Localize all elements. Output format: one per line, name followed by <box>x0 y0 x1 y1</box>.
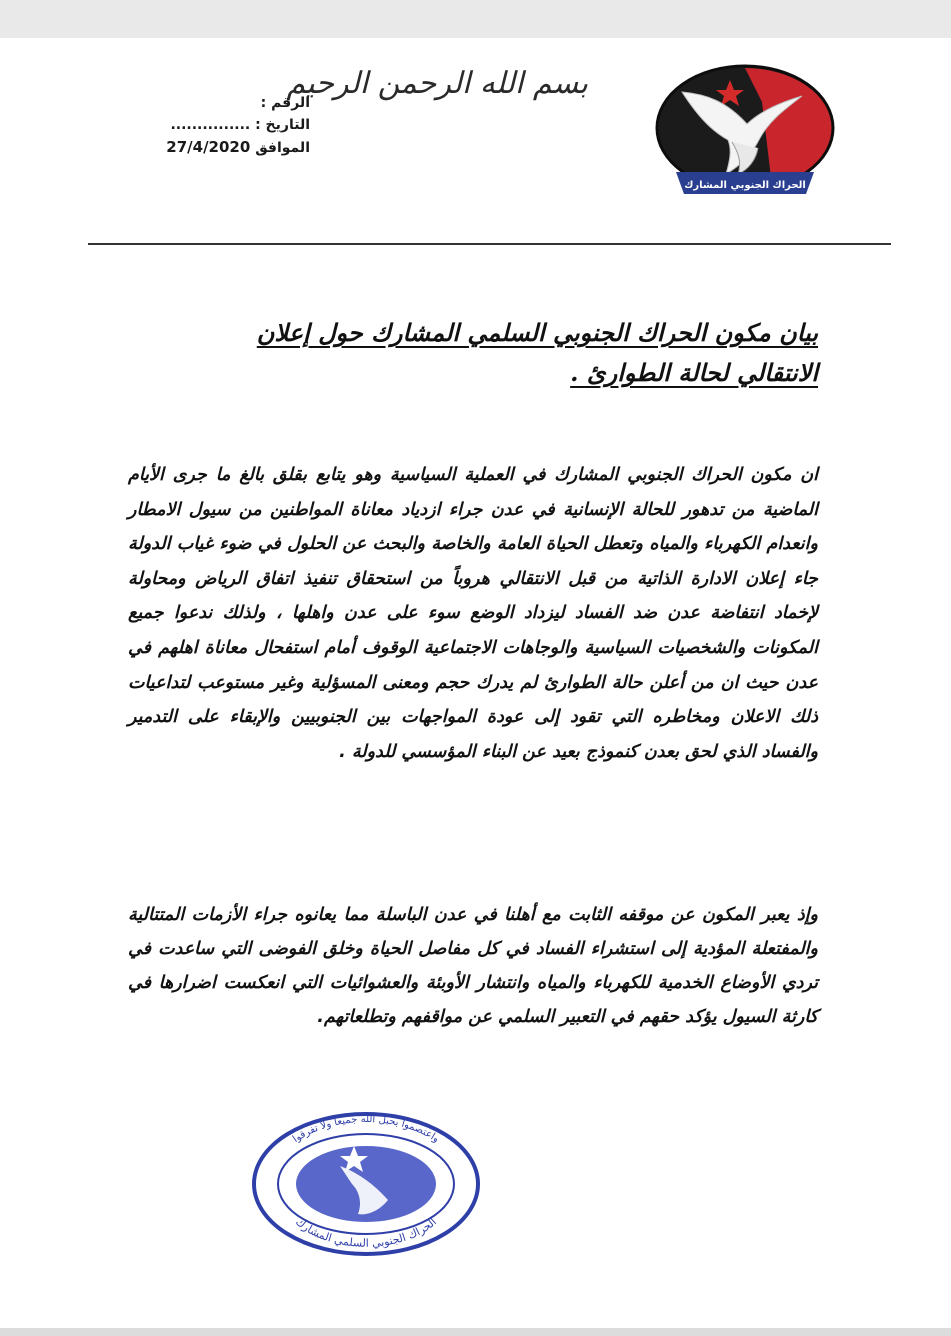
basmala-calligraphy: بسم الله الرحمن الرحيم <box>286 66 588 101</box>
logo-caption: الحراك الجنوبي المشارك <box>684 180 806 191</box>
official-stamp <box>248 1108 484 1258</box>
title-line-2: الانتقالي لحالة الطوارئ . <box>570 358 818 387</box>
corresponding-label: الموافق <box>255 140 310 156</box>
body-paragraph-1: ان مكون الحراك الجنوبي المشارك في العملية السياسية وهو يتابع بقلق بالغ ما جرى الأيام الماضية من تدهور للحالة الإنسانية في عدن جراء ازدياد معاناة المواطنين من سيول الامطار وانعدام الكهرباء والمياه وتعطل الحياة العامة والخاصة والبحث عن الحلول في ضوء غياب الدولة جاء إعلان الادارة الذاتية من قبل الانتقالي هروباً من استحقاق تنفيذ اتفاق الرياض ومحاولة لإخماد انتفاضة عدن ضد الفساد ليزداد الوضع سوء على عدن واهلها ، ولذلك ندعوا جميع المكونات والشخصيات السياسية والوجاهات الاجتماعية الوقوف أمام استفحال معاناة اهلهم في عدن حيث ان من أعلن حالة الطوارئ لم يدرك حجم ومعنى المسؤلية وغير مستوعب لتداعيات ذلك الاعلان ومخاطره التي تقود إلى عودة المواجهات بين الجنوبيين والإبقاء على التدمير والفساد الذي لحق بعدن كنموذج بعيد عن البناء المؤسسي للدولة . <box>128 465 818 762</box>
ref-number-label: الرقم : <box>260 95 310 111</box>
stamp-bottom-text: الحراك الجنوبي السلمي المشارك <box>293 1215 439 1250</box>
date-label: التاريخ : ............... <box>170 117 310 133</box>
title-line-1: بيان مكون الحراك الجنوبي السلمي المشارك حول إعلان <box>256 318 818 347</box>
movement-logo <box>652 62 838 202</box>
corresponding-date: 27/4/2020 <box>166 138 251 156</box>
reference-block <box>150 92 310 159</box>
body-paragraph-2: وإذ يعبر المكون عن موقفه الثابت مع أهلنا في عدن الباسلة مما يعانوه جراء الأزمات المتتالية والمفتعلة المؤدية إلى استشراء الفساد في كل مفاصل الحياة وخلق الفوضى التي ساعدت في تردي الأوضاع الخدمية للكهرباء والمياه وانتشار الأوبئة والعشوائيات التي انعكست اضرارها في كارثة السيول يؤكد حقهم في التعبير السلمي عن مواقفهم وتطلعاتهم. <box>128 905 818 1027</box>
scan-bottom-margin <box>0 1328 951 1336</box>
statement-title <box>140 313 818 393</box>
corresponding-row <box>150 136 310 159</box>
header-divider <box>88 243 891 245</box>
scan-top-margin <box>0 0 951 38</box>
stamp-top-text: واعتصموا بحبل الله جميعا ولا تفرقوا <box>290 1113 441 1146</box>
